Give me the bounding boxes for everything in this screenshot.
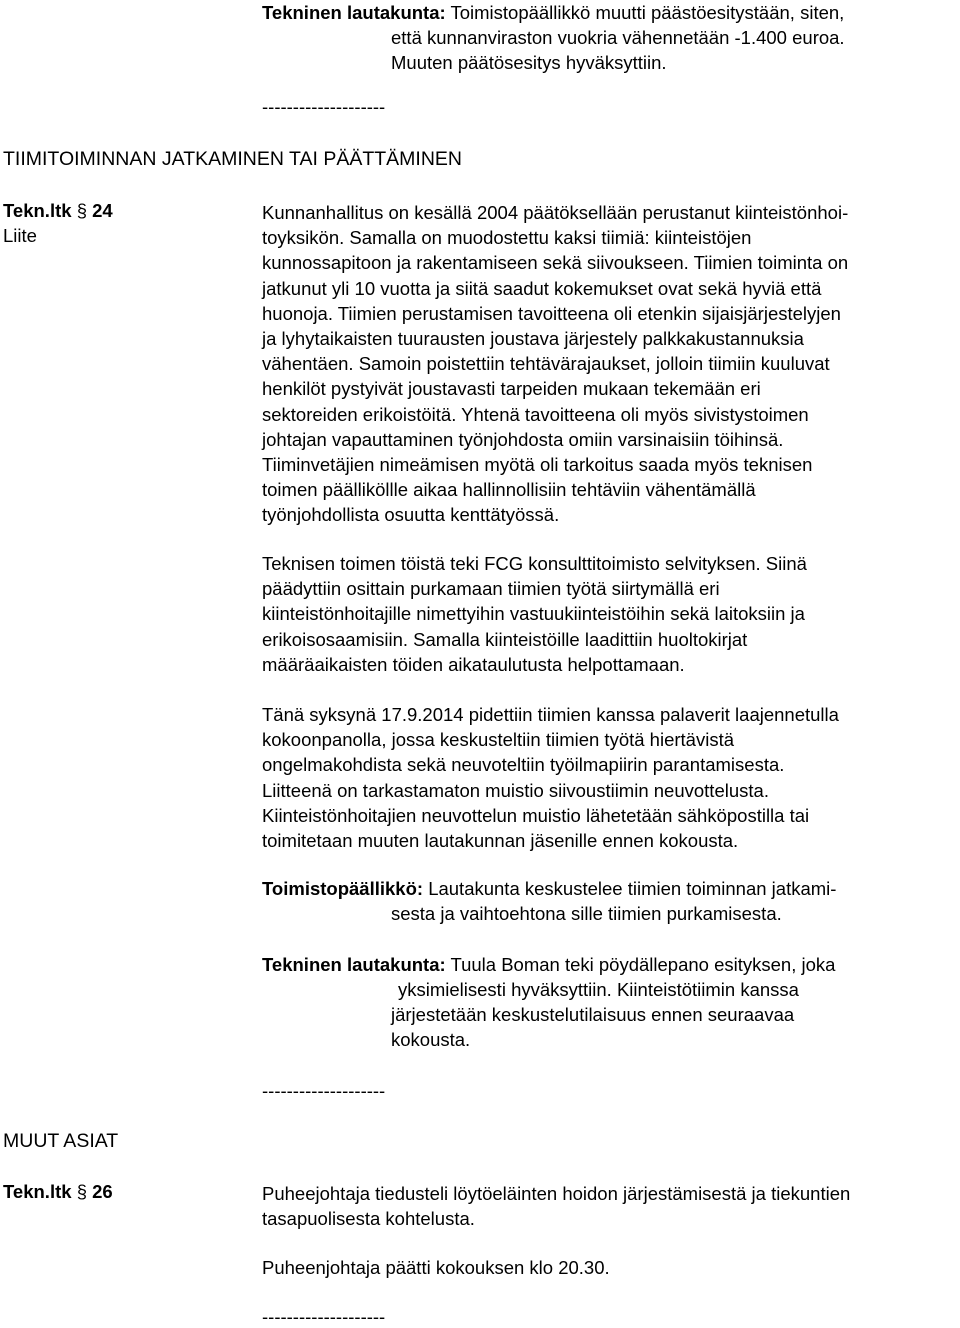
decision-line-4: kokousta. [391, 1029, 471, 1050]
section-title: TIIMITOIMINNAN JATKAMINEN TAI PÄÄTTÄMINEN [3, 148, 463, 170]
top-decision-line-3: Muuten päätösesitys hyväksyttiin. [391, 52, 667, 73]
text-line: työnjohdollista osuutta kenttätyössä. [262, 504, 560, 526]
decision-label: Tekninen lautakunta: [262, 954, 446, 975]
paragraph-background [262, 200, 848, 528]
text-line: Tiiminvetäjien nimeämisen myötä oli tarkoitus saada myös teknisen [262, 454, 813, 476]
text-line: tasapuolisesta kohtelusta. [262, 1208, 475, 1230]
text-line: kiinteistönhoitajille nimettyihin vastuukiinteistöihin sekä laitoksiin ja [262, 603, 805, 625]
closing-statement: Puheenjohtaja päätti kokouksen klo 20.30. [262, 1257, 610, 1278]
text-line: johtajan vapauttaminen työnjohdosta omiin varsinaisiin töihinsä. [262, 428, 784, 450]
text-line: Kiinteistönhoitajien neuvottelun muistio lähetetään sähköpostilla tai [262, 804, 810, 826]
section-reference [3, 200, 113, 222]
proposal-line-2: sesta ja vaihtoehtona sille tiimien purkamisesta. [391, 903, 782, 924]
reference-number: 26 [92, 1181, 113, 1202]
text-line: kokoonpanolla, jossa keskusteltiin tiimien työtä hiertävistä [262, 729, 734, 751]
reference-prefix: Tekn.ltk [3, 200, 72, 221]
proposal [262, 878, 836, 900]
top-decision-line-1: Toimistopäällikkö muutti päästöesitystään, siten, [450, 2, 845, 23]
text-line: ongelmakohdista sekä neuvoteltiin työilmapiirin parantamisesta. [262, 754, 785, 776]
separator: -------------------- [262, 1080, 386, 1101]
text-line: toimitetaan muuten lautakunnan jäsenille ennen kokousta. [262, 830, 739, 852]
top-decision [262, 2, 844, 24]
attachment-label: Liite [3, 225, 37, 246]
separator: -------------------- [262, 1306, 386, 1327]
separator: -------------------- [262, 96, 386, 117]
paragraph-meetings [262, 702, 839, 853]
text-line: päädyttiin osittain purkamaan tiimien työtä siirtymällä eri [262, 578, 720, 600]
decision-line-2: yksimielisesti hyväksyttiin. Kiinteistötiimin kanssa [398, 979, 799, 1000]
text-line: sektoreiden erikoistöitä. Yhtenä tavoitteena oli myös sivistystoimen [262, 403, 809, 425]
decision [262, 954, 835, 976]
top-decision-line-2: että kunnanviraston vuokria vähennetään -1.400 euroa. [391, 27, 845, 48]
text-line: Tänä syksynä 17.9.2014 pidettiin tiimien kanssa palaverit laajennetulla [262, 704, 839, 725]
text-line: Teknisen toimen töistä teki FCG konsulttitoimisto selvityksen. Siinä [262, 553, 807, 574]
text-line: Liitteenä on tarkastamaton muistio siivoustiimin neuvottelusta. [262, 779, 769, 801]
paragraph-fcg-report [262, 551, 807, 677]
text-line: jatkunut yli 10 vuotta ja siitä saadut kokemukset ovat sekä hyviä että [262, 277, 822, 299]
text-line: vähentäen. Samoin poistettiin tehtävärajaukset, jolloin tiimiin kuuluvat [262, 353, 830, 375]
text-line: huonoja. Tiimien perustamisen tavoitteena oli etenkin sijaisjärjestelyjen [262, 302, 841, 324]
text-line: Kunnanhallitus on kesällä 2004 päätöksellään perustanut kiinteistönhoi- [262, 202, 849, 223]
reference-prefix: Tekn.ltk [3, 1181, 72, 1202]
reference-number: 24 [92, 200, 113, 221]
proposal-line-1: Lautakunta keskustelee tiimien toiminnan jatkami- [428, 878, 837, 899]
top-decision-label: Tekninen lautakunta: [262, 2, 446, 23]
text-line: henkilöt pystyivät joustavasti tarpeiden mukaan tekemään eri [262, 378, 761, 400]
paragraph-sign-icon: § [76, 200, 87, 221]
decision-line-3: järjestetään keskustelutilaisuus ennen seuraavaa [391, 1004, 795, 1025]
section-reference [3, 1181, 113, 1203]
text-line: ja lyhytaikaisten tuurausten joustava järjestely palkkakustannuksia [262, 328, 804, 350]
section-title: MUUT ASIAT [3, 1130, 119, 1152]
decision-line-1: Tuula Boman teki pöydällepano esityksen, joka [450, 954, 836, 975]
text-line: toyksikön. Samalla on muodostettu kaksi tiimiä: kiinteistöjen [262, 227, 752, 249]
text-line: määräaikaisten töiden aikataulutusta helpottamaan. [262, 653, 685, 675]
text-line: Puheejohtaja tiedusteli löytöeläinten hoidon järjestämisestä ja tiekuntien [262, 1183, 851, 1204]
text-line: toimen päälliköllle aikaa hallinnollisiin tehtäviin vähentämällä [262, 479, 756, 501]
proposal-label: Toimistopäällikkö: [262, 878, 424, 899]
paragraph-sign-icon: § [76, 1181, 87, 1202]
text-line: kunnossapitoon ja rakentamiseen sekä siivoukseen. Tiimien toiminta on [262, 252, 849, 274]
paragraph-lost-animals [262, 1181, 850, 1231]
text-line: erikoisosaamisiin. Samalla kiinteistöille laadittiin huoltokirjat [262, 628, 748, 650]
